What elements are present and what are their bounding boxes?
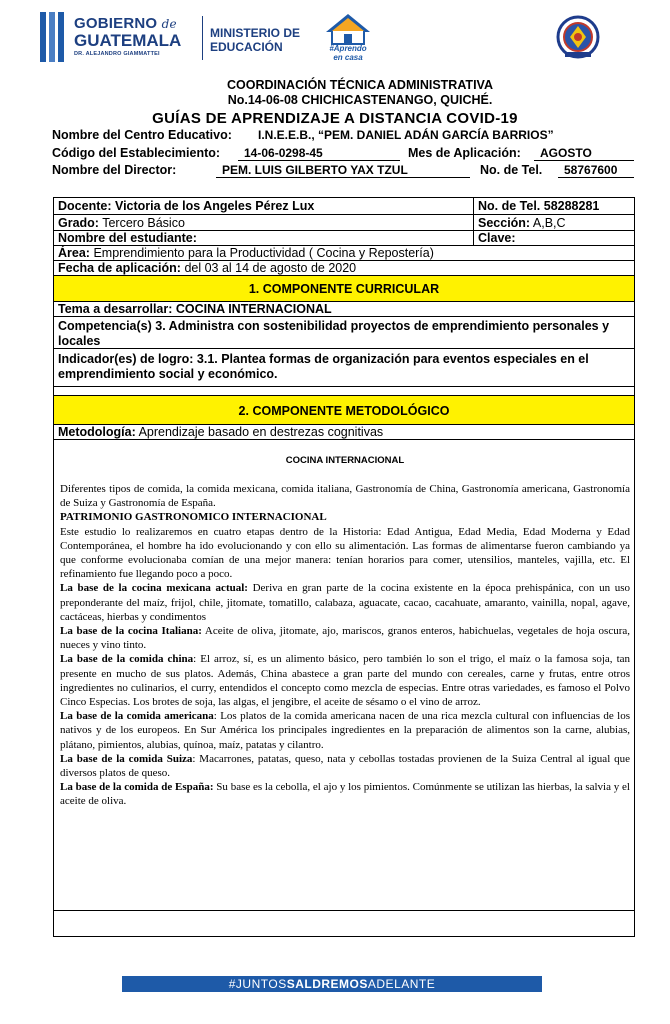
- patrimonio-heading: PATRIMONIO GASTRONOMICO INTERNACIONAL: [60, 511, 327, 524]
- gob-subtitle: DR. ALEJANDRO GIAMMATTEI: [74, 51, 160, 57]
- codigo-label: Código del Establecimiento:: [52, 146, 221, 160]
- area-value: Emprendimiento para la Productividad ( Cocina y Repostería): [93, 246, 434, 260]
- logo-divider: [202, 16, 203, 60]
- fecha-value: del 03 al 14 de agosto de 2020: [184, 261, 357, 275]
- tel-label: No. de Tel.: [480, 163, 543, 177]
- footer-prefix: #JUNTOS: [228, 977, 287, 991]
- indicador-cell: Indicador(es) de logro: 3.1. Plantea formas de organización para eventos especiales en el emprendimiento social y económico.: [54, 349, 634, 387]
- componente-metodologico-header: 2. COMPONENTE METODOLÓGICO: [54, 395, 634, 425]
- metodologia-cell: [54, 425, 634, 440]
- docente-cell: Docente: Victoria de los Angeles Pérez Lux: [54, 198, 474, 215]
- grado-cell: [54, 215, 474, 231]
- clave-cell: Clave:: [474, 231, 634, 246]
- seccion-label: Sección:: [478, 216, 531, 230]
- italiana-paragraph: La base de la cocina Italiana: Aceite de oliva, jitomate, ajo, mariscos, granos enteros, habichuelas, vegetales de hoja oscura, nueces y vino tinto.: [60, 625, 630, 652]
- fecha-label: Fecha de aplicación:: [58, 261, 181, 275]
- director-value: PEM. LUIS GILBERTO YAX TZUL: [216, 164, 470, 178]
- americana-paragraph: La base de la comida americana: Los platos de la comida americana nacen de una rica mezcla cultural con influencias de los nativos y de los europeos. En Sur América los principales ingredientes en la preparación de alimentos son la carne, alubias, plátano, pimientos, alubias, quínoa, maíz, patatas y cilantro.: [60, 710, 630, 751]
- ministerio-line2: EDUCACIÓN: [210, 40, 283, 54]
- footer-banner: [122, 976, 542, 992]
- document-header: [0, 0, 670, 75]
- grado-label: Grado:: [58, 216, 99, 230]
- tema-cell: Tema a desarrollar: COCINA INTERNACIONAL: [54, 302, 634, 317]
- content-body: [60, 482, 630, 809]
- docente-tel-cell: No. de Tel. 58288281: [474, 198, 634, 215]
- grado-value: Tercero Básico: [102, 216, 185, 230]
- estudiante-cell: Nombre del estudiante:: [54, 231, 474, 246]
- fecha-cell: [54, 261, 634, 276]
- metodologia-value: Aprendizaje basado en destrezas cognitivas: [138, 425, 384, 439]
- seccion-cell: [474, 215, 634, 231]
- house-icon: [320, 12, 376, 46]
- gob-de: de: [161, 17, 177, 31]
- tel-value: 58767600: [558, 164, 634, 178]
- mes-value: AGOSTO: [534, 147, 634, 161]
- centro-value: I.N.E.E.B., “PEM. DANIEL ADÁN GARCÍA BARRIOS”: [258, 128, 554, 142]
- componente-curricular-header: 1. COMPONENTE CURRICULAR: [54, 276, 634, 302]
- area-label: Área:: [58, 246, 90, 260]
- area-cell: [54, 246, 634, 261]
- guias-title: GUÍAS DE APRENDIZAJE A DISTANCIA COVID-19: [152, 110, 518, 127]
- guatemala-flag-icon: [40, 12, 68, 62]
- gob-line1: GOBIERNO: [74, 15, 158, 32]
- coordinacion-title: COORDINACIÓN TÉCNICA ADMINISTRATIVA: [227, 78, 493, 92]
- espana-paragraph: La base de la comida de España: Su base es la cebolla, el ajo y los pimientos. Comúnmente se utilizan las hierbas, la salvia y el aceite de oliva.: [60, 781, 630, 808]
- seccion-value: A,B,C: [532, 216, 566, 230]
- content-title: COCINA INTERNACIONAL: [285, 455, 405, 466]
- aprendo-en-casa-logo: [320, 12, 376, 66]
- gobierno-logo: [40, 12, 301, 62]
- gob-line2: GUATEMALA: [74, 31, 182, 50]
- numero-title: No.14-06-08 CHICHICASTENANGO, QUICHÉ.: [227, 93, 493, 107]
- ministerio-line1: MINISTERIO DE: [210, 26, 301, 40]
- ministerio-label: [210, 26, 300, 54]
- aprendo-line2: en casa: [333, 53, 363, 62]
- centro-label: Nombre del Centro Educativo:: [52, 128, 232, 142]
- codigo-value: 14-06-0298-45: [238, 147, 400, 161]
- patrimonio-paragraph: Este estudio lo realizaremos en cuatro etapas dentro de la Historia: Edad Antigua, Edad Media, Edad Moderna y Edad Contemporánea, el hombre ha ido evolucionando y con ello su alimentación. Las formas de alimentarse fueron cambiando ya que conforme evolucionaba comían de una mejor manera: tenían horarios para comer, utensilios, manteles, vajilla, etc. El refinamiento fue llegando poco a poco.: [60, 525, 630, 581]
- metodologia-label: Metodología:: [58, 425, 136, 439]
- director-label: Nombre del Director:: [52, 163, 177, 177]
- footer-bold: SALDREMOS: [286, 977, 368, 991]
- table-bottom-divider: [54, 910, 634, 911]
- competencia-cell: Competencia(s) 3. Administra con sostenibilidad proyectos de emprendimiento personales y locales: [54, 317, 634, 349]
- guide-table: [53, 197, 635, 937]
- china-paragraph: La base de la comida china: El arroz, sí, es un alimento básico, pero también lo son el trigo, el maíz o la famosa soja, tan presente en mucho de sus platos. Además, China abastece a gran parte del mundo con cereales, carne y frutas, entre otros ingredientes no culinarios, el curry, entendidos el concepto como mezcla de especias. Entre otras variedades, es famoso el Polvo Cinco Especias. Los brotes de soja, las algas, el jengibre, el aceite de sésamo o el vino de arroz.: [60, 653, 631, 709]
- mexicana-paragraph: La base de la cocina mexicana actual: Deriva en gran parte de la cocina existente en la época prehispánica, con un uso preponderante del maíz, frijol, chile, jitomate, tomatillo, calabaza, aguacate, cacao, cacahuate, amaranto, vainilla, nopal, agave, cactáceas, hierbas y condimentos: [60, 582, 630, 623]
- aprendo-line1: #Aprendo: [329, 44, 367, 53]
- mes-label: Mes de Aplicación:: [408, 146, 521, 160]
- suiza-paragraph: La base de la comida Suiza: Macarrones, patatas, queso, nata y cebollas tostadas provienen de la Suiza Central al igual que diversos platos de queso.: [60, 752, 630, 780]
- footer-suffix: ADELANTE: [367, 977, 436, 991]
- school-crest-icon: [556, 14, 600, 60]
- intro-paragraph: Diferentes tipos de comida, la comida mexicana, comida italiana, Gastronomía de China, Gastronomía americana, Gastronomía de Suiza y Gastronomía de España.: [60, 483, 630, 510]
